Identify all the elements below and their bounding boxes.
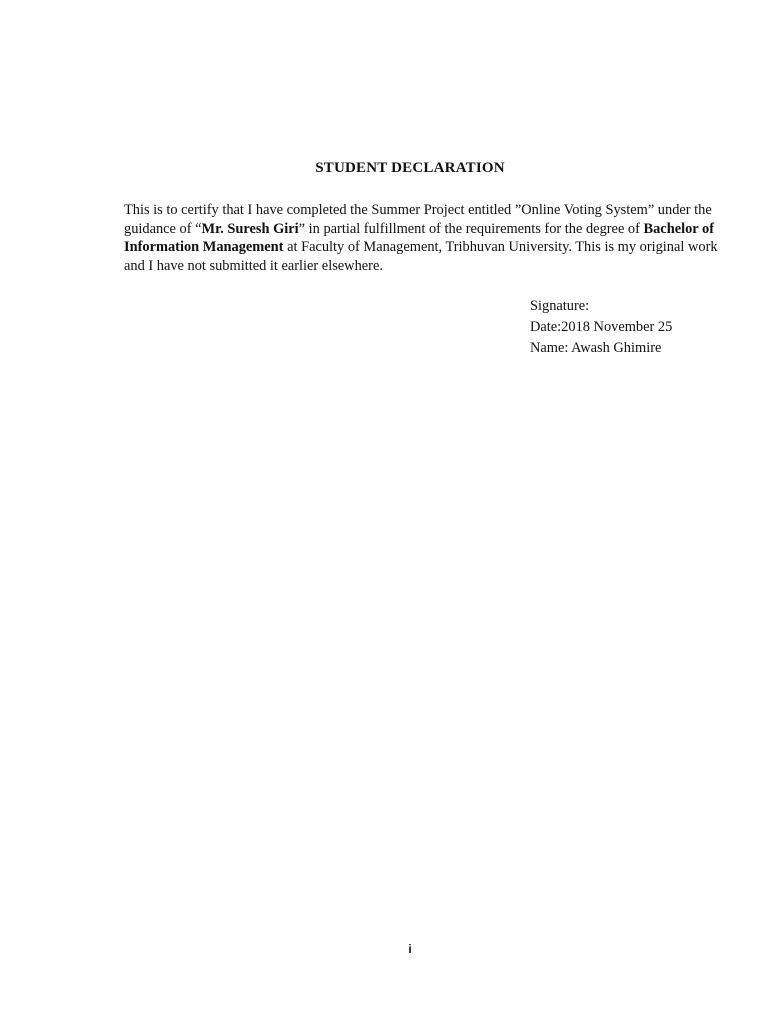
page-number: i [408,942,412,956]
paragraph-text: guidance of “ [124,220,202,237]
paragraph-line-4 [124,257,702,276]
degree-name-part-2: Information Management [124,239,284,256]
degree-name-part-1: Bachelor of [643,220,714,237]
date-row [530,317,672,338]
paragraph-text: ” in partial fulfillment of the requirements for the degree of [298,220,644,237]
name-label: Name: [530,340,572,356]
date-value: 2018 November 25 [561,319,673,335]
signature-block [530,296,672,359]
paragraph-line-2 [124,220,714,239]
paragraph-text: This is to certify that I have completed the Summer Project entitled ”Online Voting System” under the [124,202,712,218]
name-value: Awash Ghimire [571,340,662,356]
declaration-paragraph [124,201,718,275]
declaration-title: STUDENT DECLARATION [315,160,505,176]
paragraph-line-1 [124,201,712,220]
paragraph-text: and I have not submitted it earlier elsewhere. [124,257,383,274]
name-row [530,338,672,359]
signature-label: Signature: [530,298,590,314]
date-label: Date: [530,319,562,335]
paragraph-text: at Faculty of Management, Tribhuvan University. This is my original work [283,239,718,256]
guide-name: Mr. Suresh Giri [201,220,299,237]
paragraph-line-3 [124,238,718,257]
